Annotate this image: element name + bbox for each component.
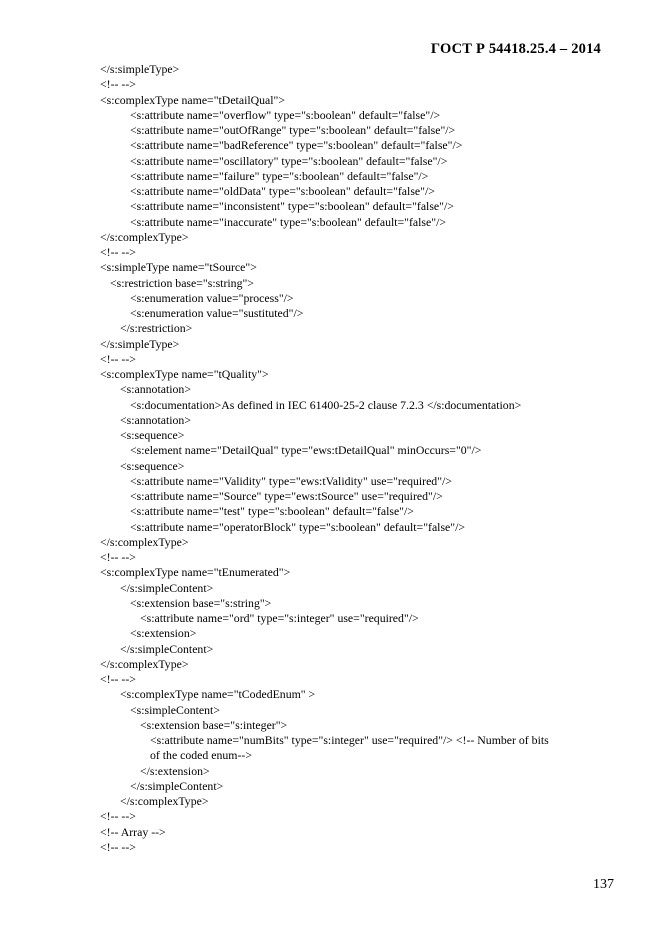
code-line: <s:complexType name="tDetailQual"> [100, 92, 286, 107]
code-line: <s:simpleContent> [130, 702, 220, 717]
code-line: <s:attribute name="ord" type="s:integer" use="required"/> [140, 611, 419, 625]
code-line: <!-- --> [100, 839, 136, 854]
code-line: <s:simpleType name="tSource"> [100, 260, 257, 275]
code-line: <s:enumeration value="process"/> [130, 290, 294, 305]
code-line: <s:attribute name="numBits" type="s:integer" use="required"/> <!-- Number of bits [150, 733, 549, 747]
code-line: </s:restriction> [120, 321, 193, 336]
code-line: <s:complexType name="tQuality"> [100, 367, 269, 381]
code-line: </s:simpleContent> [120, 641, 214, 656]
code-line: <s:attribute name="oscillatory" type="s:boolean" default="false"/> [130, 153, 448, 168]
code-line: </s:complexType> [100, 656, 189, 671]
code-line: <s:annotation> [120, 382, 191, 397]
code-line: </s:simpleContent> [120, 580, 214, 595]
code-line: <s:attribute name="failure" type="s:boolean" default="false"/> [130, 168, 429, 183]
xml-code-listing [100, 62, 620, 855]
code-line: <s:restriction base="s:string"> [110, 275, 254, 290]
code-line: </s:extension> [140, 763, 210, 778]
code-line: <s:attribute name="Validity" type="ews:tValidity" use="required"/> [130, 473, 452, 488]
code-line: <!-- --> [100, 77, 136, 92]
code-line: <!-- --> [100, 245, 136, 259]
code-line: <s:complexType name="tEnumerated"> [100, 565, 291, 580]
code-line: <!-- --> [100, 351, 136, 366]
code-line: </s:simpleType> [100, 62, 180, 76]
code-line: <!-- --> [100, 809, 136, 824]
code-line: <s:extension base="s:string"> [130, 595, 272, 610]
code-line: <s:complexType name="tCodedEnum" > [120, 687, 316, 702]
code-line: </s:complexType> [100, 229, 189, 244]
code-line: <s:attribute name="oldData" type="s:boolean" default="false"/> [130, 184, 435, 198]
code-line: <!-- --> [100, 550, 136, 564]
code-line: <!-- Array --> [100, 824, 166, 839]
code-line: <s:documentation>As defined in IEC 61400-25-2 clause 7.2.3 </s:documentation> [130, 397, 522, 412]
code-line: </s:simpleContent> [130, 778, 224, 793]
code-line: </s:complexType> [100, 534, 189, 549]
code-line: </s:simpleType> [100, 336, 180, 351]
code-line: <s:sequence> [120, 428, 185, 442]
code-line: <s:attribute name="overflow" type="s:boolean" default="false"/> [130, 107, 441, 122]
code-line: <s:attribute name="badReference" type="s:boolean" default="false"/> [130, 138, 463, 153]
page-number: 137 [593, 877, 614, 892]
code-line: <s:attribute name="inaccurate" type="s:boolean" default="false"/> [130, 214, 447, 229]
standard-code-header: ГОСТ Р 54418.25.4 – 2014 [430, 41, 601, 57]
code-line: <s:attribute name="test" type="s:boolean" default="false"/> [130, 504, 414, 519]
code-line: of the coded enum--> [150, 748, 252, 763]
code-line: <s:attribute name="inconsistent" type="s:boolean" default="false"/> [130, 199, 454, 214]
code-line: <!-- --> [100, 672, 136, 686]
code-line: <s:extension> [130, 626, 197, 641]
code-line: <s:attribute name="outOfRange" type="s:boolean" default="false"/> [130, 123, 456, 137]
code-line: <s:element name="DetailQual" type="ews:tDetailQual" minOccurs="0"/> [130, 443, 482, 458]
code-line: </s:complexType> [120, 794, 209, 808]
code-line: <s:annotation> [120, 412, 191, 427]
code-line: <s:sequence> [120, 458, 185, 473]
code-line: <s:attribute name="Source" type="ews:tSource" use="required"/> [130, 489, 443, 503]
code-line: <s:attribute name="operatorBlock" type="s:boolean" default="false"/> [130, 519, 466, 534]
code-line: <s:enumeration value="sustituted"/> [130, 306, 304, 320]
code-line: <s:extension base="s:integer"> [140, 717, 288, 732]
